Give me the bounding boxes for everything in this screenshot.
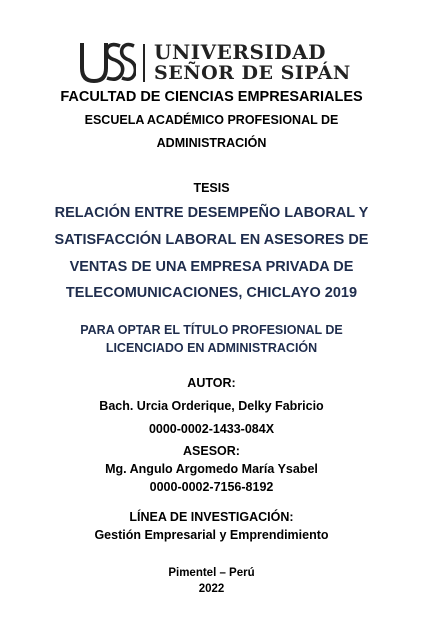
thesis-label: TESIS (193, 181, 230, 195)
school-heading-line2: ADMINISTRACIÓN (156, 136, 267, 150)
thesis-title-line: VENTAS DE UNA EMPRESA PRIVADA DE (69, 259, 354, 275)
logo-text-line2: SEÑOR DE SIPÁN (154, 62, 351, 84)
advisor-name: Mg. Angulo Argomedo María Ysabel (105, 462, 318, 476)
author-orcid: 0000-0002-1433-084X (148, 422, 275, 436)
uss-monogram-icon (80, 40, 136, 84)
logo-divider (143, 44, 145, 82)
degree-purpose-line: PARA OPTAR EL TÍTULO PROFESIONAL DE (80, 323, 343, 337)
author-name: Bach. Urcia Orderique, Delky Fabricio (99, 399, 324, 413)
thesis-title-line: SATISFACCIÓN LABORAL EN ASESORES DE (54, 232, 369, 248)
advisor-orcid: 0000-0002-7156-8192 (149, 480, 274, 494)
thesis-title-line: TELECOMUNICACIONES, CHICLAYO 2019 (65, 285, 358, 301)
logo-text-line1: UNIVERSIDAD (154, 40, 326, 64)
research-line-value: Gestión Empresarial y Emprendimiento (94, 528, 329, 542)
year-text: 2022 (198, 583, 225, 595)
university-logo (80, 40, 351, 84)
research-line-label: LÍNEA DE INVESTIGACIÓN: (129, 510, 294, 524)
school-heading-line1: ESCUELA ACADÉMICO PROFESIONAL DE (84, 113, 339, 127)
faculty-heading: FACULTAD DE CIENCIAS EMPRESARIALES (60, 89, 363, 105)
thesis-title-line: RELACIÓN ENTRE DESEMPEÑO LABORAL Y (54, 205, 369, 221)
degree-purpose-line: LICENCIADO EN ADMINISTRACIÓN (105, 341, 318, 355)
advisor-label: ASESOR: (183, 444, 240, 458)
author-label: AUTOR: (187, 376, 236, 390)
place-text: Pimentel – Perú (168, 567, 255, 579)
